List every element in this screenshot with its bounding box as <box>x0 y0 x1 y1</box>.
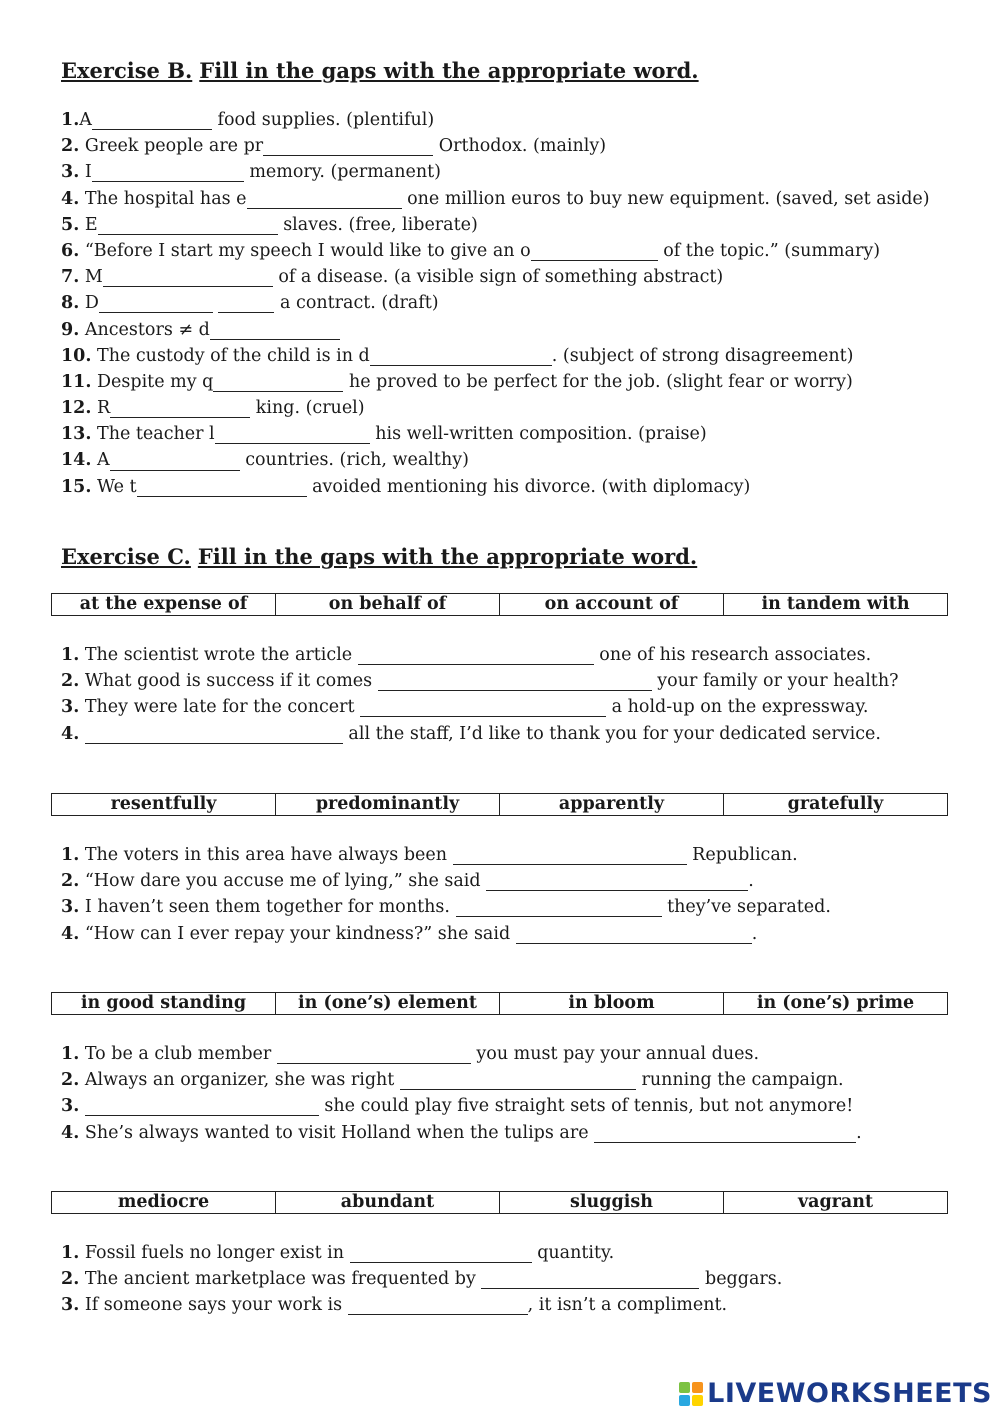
item-text-before: R <box>91 398 111 419</box>
exercise-item <box>61 1093 862 1119</box>
exercise-item <box>61 317 930 343</box>
item-number: 3 <box>61 1295 74 1316</box>
item-text-after: of a disease. (a visible sign of something abstract) <box>272 267 724 288</box>
item-text-after: he proved to be perfect for the job. (slight fear or worry) <box>343 371 853 392</box>
word-bank-option[interactable]: in (one’s) element <box>276 993 500 1014</box>
item-text-before: Despite my q <box>91 371 214 392</box>
item-text-before: “Before I start my speech I would like to give an o <box>79 240 531 261</box>
item-text-after: . (subject of strong disagreement) <box>551 345 854 366</box>
item-number: 3 <box>61 1096 74 1117</box>
item-text-after: slaves. (free, liberate) <box>277 214 478 235</box>
item-number: 3 <box>61 697 74 718</box>
word-bank-option[interactable]: in good standing <box>52 993 276 1014</box>
item-number-dot: . <box>85 450 92 471</box>
item-number: 4 <box>61 188 74 209</box>
answer-gap-input[interactable] <box>531 242 658 261</box>
liveworksheets-logo-icon <box>679 1382 703 1406</box>
item-number-dot: . <box>73 214 80 235</box>
item-number-dot: . <box>73 162 80 183</box>
item-text-before: We t <box>91 476 137 497</box>
item-text-before: A <box>79 110 92 130</box>
exercise-item <box>61 264 930 290</box>
exercise-item <box>61 474 930 500</box>
item-text-after: she could play five straight sets of tennis, but not anymore! <box>318 1096 854 1117</box>
answer-gap-input[interactable] <box>98 216 278 235</box>
word-bank-option[interactable]: mediocre <box>52 1192 276 1213</box>
item-text-before: M <box>79 267 103 288</box>
answer-gap-input-2[interactable] <box>218 294 274 313</box>
exercise-item <box>61 921 831 947</box>
exercise-item <box>61 238 930 264</box>
item-text-after: beggars. <box>699 1269 783 1290</box>
answer-gap-input[interactable] <box>378 672 652 691</box>
answer-gap-input[interactable] <box>210 321 340 340</box>
item-number-dot: . <box>73 240 80 261</box>
word-bank-option[interactable]: in tandem with <box>761 594 910 614</box>
exercise-item <box>61 868 831 894</box>
exercise-item <box>61 668 898 694</box>
exercise-item <box>61 212 930 238</box>
item-text-before: “How can I ever repay your kindness?” she said <box>79 923 516 944</box>
exercise-item <box>61 343 930 369</box>
item-text-after: a contract. (draft) <box>274 293 439 314</box>
item-number-dot: . <box>73 923 80 944</box>
word-bank <box>51 793 948 816</box>
exercise-item <box>61 721 898 747</box>
exercise-item <box>61 290 930 316</box>
item-text-before: The hospital has e <box>79 188 247 209</box>
answer-gap-input[interactable] <box>486 872 748 891</box>
liveworksheets-logo-text: LIVEWORKSHEETS <box>707 1378 992 1409</box>
item-number: 1 <box>61 110 74 130</box>
item-text-before: Greek people are pr <box>79 136 264 157</box>
exercise-item <box>61 1292 782 1318</box>
item-number-dot: . <box>85 345 92 366</box>
exercise-item <box>61 1067 862 1093</box>
item-text-after: memory. (permanent) <box>243 162 441 183</box>
word-bank-option[interactable]: sluggish <box>500 1192 724 1213</box>
item-number-dot: . <box>73 1096 80 1117</box>
item-number-dot: . <box>73 267 80 288</box>
exercise-b-heading <box>61 58 699 83</box>
answer-gap-input[interactable] <box>110 399 250 418</box>
item-number: 11 <box>61 371 86 392</box>
answer-gap-input[interactable] <box>99 294 213 313</box>
word-bank-option[interactable]: apparently <box>500 794 724 815</box>
item-text-after: all the staff, I’d like to thank you for your dedicated service. <box>342 723 881 744</box>
answer-gap-input[interactable] <box>213 373 343 392</box>
exercise-c-instruction: Fill in the gaps with the appropriate word. <box>197 544 698 569</box>
exercise-item <box>61 107 930 133</box>
item-text-after: countries. (rich, wealthy) <box>239 450 469 471</box>
item-number: 4 <box>61 1122 74 1143</box>
word-bank-option[interactable]: in bloom <box>500 993 724 1014</box>
item-text-before: If someone says your work is <box>79 1295 348 1316</box>
word-bank <box>51 992 948 1015</box>
word-bank-option[interactable]: at the expense of <box>52 594 276 615</box>
exercise-item <box>61 694 898 720</box>
item-number-dot: . <box>85 371 92 392</box>
item-number-dot: . <box>73 1044 80 1064</box>
item-number: 13 <box>61 424 86 445</box>
item-number-dot: . <box>85 424 92 445</box>
item-text-after: running the campaign. <box>635 1070 844 1091</box>
word-bank-option[interactable]: abundant <box>276 1192 500 1213</box>
item-number: 15 <box>61 476 86 497</box>
item-number: 8 <box>61 293 74 314</box>
item-number: 7 <box>61 267 74 288</box>
word-bank-exercise-list <box>61 1240 782 1319</box>
exercise-item <box>61 842 831 868</box>
word-bank-option[interactable]: gratefully <box>787 794 884 814</box>
item-number-dot: . <box>73 1070 80 1091</box>
answer-gap-input[interactable] <box>358 646 594 665</box>
item-text-after: one million euros to buy new equipment. (saved, set aside) <box>401 188 930 209</box>
word-bank <box>51 1191 948 1214</box>
exercise-b-label: Exercise B. <box>61 58 193 83</box>
item-number-dot: . <box>85 398 92 419</box>
item-text-after: you must pay your annual dues. <box>470 1044 760 1064</box>
answer-gap-input[interactable] <box>516 925 752 944</box>
item-number-dot: . <box>73 1243 80 1263</box>
item-text-before: “How dare you accuse me of lying,” she said <box>79 871 487 892</box>
item-text-before: Ancestors ≠ d <box>79 319 210 340</box>
item-text-before: They were late for the concert <box>79 697 361 718</box>
item-text-before: What good is success if it comes <box>79 671 378 692</box>
item-number: 2 <box>61 671 74 692</box>
item-number: 4 <box>61 723 74 744</box>
item-text-before: The ancient marketplace was frequented by <box>79 1269 482 1290</box>
item-text-before: I <box>79 162 92 183</box>
exercise-item <box>61 447 930 473</box>
exercise-c-heading <box>61 544 697 569</box>
word-bank-option[interactable]: in (one’s) prime <box>756 993 915 1013</box>
exercise-item <box>61 1240 782 1266</box>
exercise-item <box>61 421 930 447</box>
item-number: 10 <box>61 345 86 366</box>
item-number: 1 <box>61 645 74 665</box>
answer-gap-input[interactable] <box>277 1045 471 1064</box>
item-number: 1 <box>61 1044 74 1064</box>
answer-gap-input[interactable] <box>103 268 273 287</box>
answer-gap-input[interactable] <box>92 111 212 130</box>
exercise-c-label: Exercise C. <box>61 544 191 569</box>
item-text-after: . <box>748 871 754 892</box>
answer-gap-input[interactable] <box>215 425 370 444</box>
item-text-before: E <box>79 214 98 235</box>
exercise-item <box>61 159 930 185</box>
answer-gap-input[interactable] <box>370 347 552 366</box>
item-text-before: I haven’t seen them together for months. <box>79 897 456 918</box>
answer-gap-input[interactable] <box>263 137 433 156</box>
item-number: 2 <box>61 1070 74 1091</box>
item-number: 6 <box>61 240 74 261</box>
exercise-item <box>61 1266 782 1292</box>
item-text-after: his well-written composition. (praise) <box>369 424 707 445</box>
item-number: 3 <box>61 897 74 918</box>
item-text-after: king. (cruel) <box>250 398 365 419</box>
item-number-dot: . <box>73 319 80 340</box>
answer-gap-input[interactable] <box>247 190 402 209</box>
item-text-after: Republican. <box>686 845 798 865</box>
item-number-dot: . <box>73 293 80 314</box>
item-number: 9 <box>61 319 74 340</box>
item-number-dot: . <box>73 1122 80 1143</box>
answer-gap-input[interactable] <box>85 725 343 744</box>
item-text-before: She’s always wanted to visit Holland when the tulips are <box>79 1122 595 1143</box>
exercise-item <box>61 1120 862 1146</box>
item-text-before: D <box>79 293 99 314</box>
exercise-item <box>61 894 831 920</box>
exercise-item <box>61 186 930 212</box>
exercise-item <box>61 133 930 159</box>
item-text-before: The scientist wrote the article <box>79 645 358 665</box>
item-text-before: The teacher l <box>91 424 215 445</box>
item-number: 3 <box>61 162 74 183</box>
item-text-after: your family or your health? <box>651 671 899 692</box>
item-number-dot: . <box>73 188 80 209</box>
word-bank-option[interactable]: vagrant <box>797 1192 874 1212</box>
item-number: 5 <box>61 214 74 235</box>
item-number: 2 <box>61 136 74 157</box>
item-number: 4 <box>61 923 74 944</box>
item-number-dot: . <box>73 1269 80 1290</box>
item-number-dot: . <box>73 871 80 892</box>
answer-gap-input[interactable] <box>137 478 307 497</box>
item-text-before: To be a club member <box>79 1044 277 1064</box>
answer-gap-input[interactable] <box>350 1244 532 1263</box>
item-text-after: . <box>856 1122 862 1143</box>
word-bank-exercise-list <box>61 642 898 747</box>
item-number-dot: . <box>73 723 80 744</box>
exercise-item <box>61 1041 862 1067</box>
answer-gap-input[interactable] <box>360 698 606 717</box>
item-number: 1 <box>61 845 74 865</box>
answer-gap-input[interactable] <box>400 1071 636 1090</box>
answer-gap-input[interactable] <box>594 1124 856 1143</box>
item-text-after: , it isn’t a compliment. <box>527 1295 728 1316</box>
answer-gap-input[interactable] <box>456 898 662 917</box>
item-number: 1 <box>61 1243 74 1263</box>
item-text-after: a hold-up on the expressway. <box>606 697 869 718</box>
item-number: 12 <box>61 398 86 419</box>
item-text-before: The voters in this area have always been <box>79 845 453 865</box>
word-bank-exercise-list <box>61 1041 862 1146</box>
exercise-item <box>61 395 930 421</box>
item-text-after: of the topic.” (summary) <box>657 240 881 261</box>
item-number-dot: . <box>73 645 80 665</box>
item-text-after: one of his research associates. <box>593 645 872 665</box>
item-text-after: they’ve separated. <box>661 897 831 918</box>
word-bank-option[interactable]: predominantly <box>276 794 500 815</box>
item-number-dot: . <box>73 1295 80 1316</box>
item-text-after: Orthodox. (mainly) <box>433 136 607 157</box>
item-number-dot: . <box>73 697 80 718</box>
item-number: 2 <box>61 871 74 892</box>
item-number-dot: . <box>85 476 92 497</box>
answer-gap-input[interactable] <box>85 1097 319 1116</box>
word-bank-option[interactable]: on behalf of <box>276 594 500 615</box>
answer-gap-input[interactable] <box>481 1270 699 1289</box>
item-text-before: Always an organizer, she was right <box>79 1070 400 1091</box>
item-text-after: food supplies. (plentiful) <box>211 110 435 130</box>
answer-gap-input[interactable] <box>453 846 687 865</box>
item-text-before: Fossil fuels no longer exist in <box>79 1243 350 1263</box>
item-number-dot: . <box>73 897 80 918</box>
item-number-dot: . <box>73 671 80 692</box>
item-number-dot: . <box>73 136 80 157</box>
answer-gap-input[interactable] <box>348 1296 528 1315</box>
item-number-dot: . <box>73 110 80 130</box>
item-text-after: quantity. <box>531 1243 615 1263</box>
word-bank-exercise-list <box>61 842 831 947</box>
item-text-after: . <box>751 923 758 944</box>
item-number: 14 <box>61 450 86 471</box>
item-text-after: avoided mentioning his divorce. (with diplomacy) <box>306 476 751 497</box>
exercise-b-list <box>61 107 930 500</box>
answer-gap-input[interactable] <box>110 452 240 471</box>
exercise-b-instruction: Fill in the gaps with the appropriate word. <box>199 58 699 83</box>
word-bank <box>51 593 948 616</box>
answer-gap-input[interactable] <box>92 163 244 182</box>
item-text-before: A <box>91 450 110 471</box>
item-number-dot: . <box>73 845 80 865</box>
word-bank-option[interactable]: on account of <box>500 594 724 615</box>
word-bank-option[interactable]: resentfully <box>52 794 276 815</box>
exercise-item <box>61 369 930 395</box>
liveworksheets-logo <box>679 1378 992 1409</box>
item-text-before: The custody of the child is in d <box>91 345 370 366</box>
exercise-item <box>61 642 898 668</box>
item-number: 2 <box>61 1269 74 1290</box>
